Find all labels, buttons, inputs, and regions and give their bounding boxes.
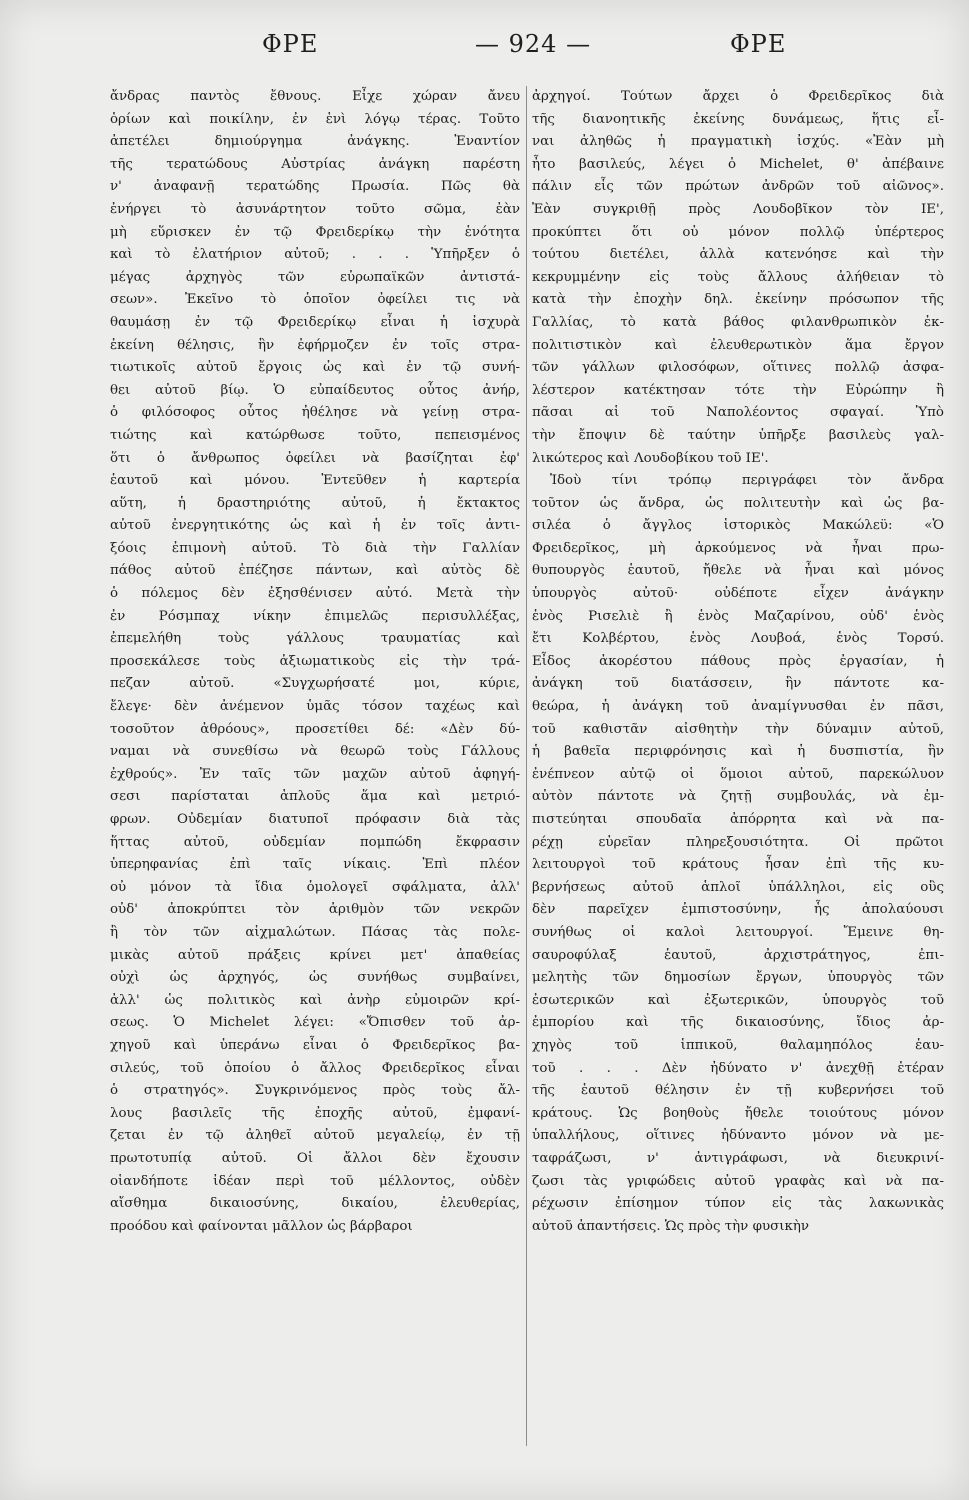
text-line: Φρειδερῖκος, μὴ ἀρκούμενος νὰ ἦναι πρω- xyxy=(532,540,944,556)
text-line: οὐδ' ἀποκρύπτει τὸν ἀριθμὸν τῶν νεκρῶν xyxy=(110,902,520,918)
text-line: ἔτι Κολβέρτου, ἑνὸς Λουβοά, ἑνὸς Τορσύ. xyxy=(532,631,944,647)
text-line: ἐνήργει τὸ ἀσυνάρτητον τοῦτο σῶμα, ἐὰν xyxy=(110,201,520,217)
column-divider xyxy=(526,86,527,1446)
text-line: ὅτι ὁ ἄνθρωπος ὀφείλει νὰ βασίζηται ἐφ' xyxy=(110,450,520,466)
text-line: ρέχωσιν ἐπίσημον τύπον εἰς τὰς λακωνικὰς xyxy=(532,1196,944,1212)
text-line: συνήθως οἱ καλοὶ λειτουργοί. Ἔμεινε θη- xyxy=(532,924,944,940)
text-line: φρων. Οὐδεμίαν διατυποῖ πρόφασιν διὰ τὰς xyxy=(110,812,520,827)
text-line: ἦτο βασιλεύς, λέγει ὁ Michelet, θ' ἀπέβαινε xyxy=(532,156,944,172)
text-line: λέστερον κατέκτησαν τότε τὴν Εὐρώπην ἢ xyxy=(532,382,944,398)
text-line: προκύπτει ὅτι οὐ μόνον πολλῷ ὑπέρτερος xyxy=(532,224,944,240)
text-line: αὐτὸν πάντοτε νὰ ζητῇ συμβουλάς, νὰ ἐμ- xyxy=(532,789,944,805)
text-line: λικώτερος καὶ Λουδοβίκου τοῦ ΙΕ'. xyxy=(532,450,769,466)
text-line: χηγὸς τοῦ ἱππικοῦ, θαλαμηπόλος ἑαυ- xyxy=(532,1037,944,1053)
text-line: ξόοις ἐπιμονὴ αὐτοῦ. Τὸ διὰ τὴν Γαλλίαν xyxy=(110,540,520,556)
text-line: ὁ πόλεμος δὲν ἐξησθένισεν αὐτό. Μετὰ τὴν xyxy=(110,586,520,602)
text-line: πᾶσαι αἱ τοῦ Ναπολέοντος σφαγαί. Ὑπὸ xyxy=(532,405,944,421)
text-line: ν' ἀναφανῇ τερατώδης Πρωσία. Πῶς θὰ xyxy=(110,179,520,195)
text-line: σεως. Ὁ Michelet λέγει: «Ὄπισθεν τοῦ ἀρ- xyxy=(110,1015,520,1031)
text-line: τῆς τερατώδους Αὐστρίας ἀνάγκη παρέστη xyxy=(110,156,520,172)
text-line: ἀπετέλει δημιούργημα ἀνάγκης. Ἐναντίον xyxy=(110,134,520,150)
text-line: σιλεύς, τοῦ ὁποίου ὁ ἄλλος Φρειδερῖκος εἶναι xyxy=(110,1060,520,1076)
text-line: λειτουργοὶ τοῦ κράτους ἦσαν ἐπὶ τῆς κυ- xyxy=(532,857,944,873)
text-line: τοσοῦτον ἀθρόους», προσετίθει δέ: «Δὲν δύ- xyxy=(110,721,520,737)
text-line: ἄνδρας παντὸς ἔθνους. Εἶχε χώραν ἄνευ xyxy=(110,89,520,104)
text-line: τοῦτον ὡς ἄνδρα, ὡς πολιτευτὴν καὶ ὡς βα- xyxy=(532,495,944,511)
text-line: προόδου καὶ φαίνονται μᾶλλον ὡς βάρβαροι xyxy=(110,1218,413,1234)
text-line: ὑπαλλήλους, οἵτινες ἠδύναντο μόνον νὰ με- xyxy=(532,1128,944,1144)
text-line: πάλιν εἷς τῶν πρώτων ἀνδρῶν τοῦ αἰῶνος». xyxy=(532,179,944,195)
text-line: ζωσι τὰς γριφώδεις αὐτοῦ γραφὰς καὶ νὰ πα- xyxy=(532,1173,944,1189)
text-line: ἐνέπνεον αὐτῷ οἱ ὅμοιοι αὐτοῦ, παρεκώλυον xyxy=(532,766,944,782)
header-left-keyword: ΦΡΕ xyxy=(262,30,319,58)
text-line: ναι ἀληθῶς ἡ πραγματικὴ ἰσχύς. «Ἐὰν μὴ xyxy=(532,134,944,150)
text-line: μέγας ἀρχηγὸς τῶν εὐρωπαϊκῶν ἀντιστά- xyxy=(110,269,520,285)
text-line: οὐ μόνον τὰ ἴδια ὁμολογεῖ σφάλματα, ἀλλ' xyxy=(110,879,520,895)
text-line: ἀρχηγοί. Τούτων ἄρχει ὁ Φρειδερῖκος διὰ xyxy=(532,89,944,104)
text-line: σεσι παρίσταται ἁπλοῦς ἅμα καὶ μετριό- xyxy=(110,789,520,805)
text-line: ὁρίων καὶ ποικίλην, ἐν ἑνὶ λόγῳ τέρας. Τοῦτο xyxy=(110,111,520,127)
text-line: αἴσθημα δικαιοσύνης, δικαίου, ἐλευθερίας, xyxy=(110,1196,520,1212)
text-line: κεκρυμμένην εἰς τοὺς ἄλλους ἀλήθειαν τὸ xyxy=(532,269,944,285)
text-line: σεων». Ἐκεῖνο τὸ ὁποῖον ὀφείλει τις νὰ xyxy=(110,292,520,308)
text-line: Εἶδος ἀκορέστου πάθους πρὸς ἐργασίαν, ἡ xyxy=(532,653,944,669)
page-header xyxy=(110,30,790,70)
text-line: Ἐὰν συγκριθῇ πρὸς Λουδοβῖκον τὸν ΙΕ', xyxy=(532,201,944,217)
left-text-column xyxy=(110,86,520,1446)
text-line: ἀνάγκη τοῦ διατάσσειν, ἣν πάντοτε κα- xyxy=(532,676,944,692)
text-line: οἱανδήποτε ἰδέαν περὶ τοῦ μέλλοντος, οὐδὲν xyxy=(110,1173,520,1189)
text-line: τιώτης καὶ κατώρθωσε τοῦτο, πεπεισμένος xyxy=(110,427,520,443)
text-line: θυπουργὸς ἑαυτοῦ, ἤθελε νὰ ἦναι καὶ μόνος xyxy=(532,563,944,579)
page-number: — 924 — xyxy=(475,30,592,58)
text-line: ἐκείνη θέλησις, ἣν ἐφήρμοζεν ἐν τοῖς στρα- xyxy=(110,337,520,353)
right-text-column xyxy=(532,86,944,1446)
text-line: ἀλλ' ὡς πολιτικὸς καὶ ἀνὴρ εὐμοιρῶν κρί- xyxy=(110,992,520,1008)
text-line: ἐσωτερικῶν καὶ ἐξωτερικῶν, ὑπουργὸς τοῦ xyxy=(532,992,944,1008)
text-line: ρέχῃ εὐρεῖαν πληρεξουσιότητα. Οἱ πρῶτοι xyxy=(532,834,944,850)
text-line: λους βασιλεῖς τῆς ἐποχῆς αὐτοῦ, ἐμφανί- xyxy=(110,1105,520,1121)
text-line: βερνήσεως αὐτοῦ ἁπλοῖ ὑπάλληλοι, εἰς οὓς xyxy=(532,879,944,895)
text-line: ναμαι νὰ συνεθίσω νὰ θεωρῶ τοὺς Γάλλους xyxy=(110,744,520,760)
text-line: τῆς διανοητικῆς ἐκείνης δυνάμεως, ἥτις εἶ- xyxy=(532,111,944,127)
text-line: πρωτοτυπίᾳ αὐτοῦ. Οἱ ἄλλοι δὲν ἔχουσιν xyxy=(110,1150,520,1166)
text-line: ὁ φιλόσοφος οὗτος ἠθέλησε νὰ γείνῃ στρα- xyxy=(110,405,520,421)
text-line: οὐχὶ ὡς ἀρχηγός, ὡς συνήθως συμβαίνει, xyxy=(110,970,520,986)
text-line: κατὰ τὴν ἐποχὴν δηλ. ἐκείνην πρόσωπον τῆς xyxy=(532,292,944,308)
text-line: ταφράζωσι, ν' ἀντιγράφωσι, νὰ διευκρινί- xyxy=(532,1150,944,1166)
text-line: ἔλεγε· δὲν ἀνέμενον ὑμᾶς τόσον ταχέως καὶ xyxy=(110,699,520,715)
text-line: τῶν γάλλων φιλοσόφων, οἵτινες πολλῷ ἀσφα- xyxy=(532,360,944,376)
text-line: ἐχθρούς». Ἐν ταῖς τῶν μαχῶν αὐτοῦ ἀφηγή- xyxy=(110,766,520,782)
text-line: ἐν Ρόσμπαχ νίκην ἐπιμελῶς περισυλλέξας, xyxy=(110,608,520,624)
header-right-keyword: ΦΡΕ xyxy=(730,30,787,58)
text-line: κράτους. Ὡς βοηθοὺς ἤθελε τοιούτους μόνον xyxy=(532,1105,944,1121)
text-line: ἡ βαθεῖα περιφρόνησις καὶ ἡ δυσπιστία, ἣν xyxy=(532,744,944,760)
text-line: ἥττας αὐτοῦ, οὐδεμίαν πομπώδη ἔκφρασιν xyxy=(110,834,520,850)
text-line: τοῦ . . . Δὲν ἠδύνατο ν' ἀνεχθῇ ἑτέραν xyxy=(532,1060,944,1076)
text-line: ὑπουργὸς αὐτοῦ· οὐδέποτε εἶχεν ἀνάγκην xyxy=(532,586,944,602)
text-line: τούτου διετέλει, ἀλλὰ κατενόησε καὶ τὴν xyxy=(532,247,944,263)
text-line: πάθος αὐτοῦ ἐπέζησε πάντων, καὶ αὐτὸς δὲ xyxy=(110,563,520,579)
text-line: μελητὴς τῶν δημοσίων ἔργων, ὑπουργὸς τῶν xyxy=(532,970,944,986)
text-line: τοῦ καθιστᾶν αἰσθητὴν τὴν δύναμιν αὐτοῦ, xyxy=(532,721,944,737)
text-line: αὐτοῦ ἀπαντήσεις. Ὡς πρὸς τὴν φυσικὴν xyxy=(532,1218,810,1234)
text-line: τὴν ἔποψιν δὲ ταύτην ὑπῆρξε βασιλεὺς γαλ- xyxy=(532,427,944,443)
text-line: θαυμάσῃ ἐν τῷ Φρειδερίκῳ εἶναι ἡ ἰσχυρὰ xyxy=(110,314,520,330)
text-line: ὑπερηφανίας ἐπὶ ταῖς νίκαις. Ἐπὶ πλέον xyxy=(110,857,520,873)
text-line: σαυροφύλαξ ἑαυτοῦ, ἀρχιστράτηγος, ἐπι- xyxy=(532,947,944,963)
text-line: ἑαυτοῦ καὶ μόνου. Ἐντεῦθεν ἡ καρτερία xyxy=(110,473,520,489)
text-line: μὴ εὕρισκεν ἐν τῷ Φρειδερίκῳ τὴν ἑνότητα xyxy=(110,224,520,240)
text-line: αὐτοῦ ἐνεργητικότης ὡς καὶ ἡ ἐν τοῖς ἀντι- xyxy=(110,518,520,534)
text-line: ἢ τὸν τῶν αἰχμαλώτων. Πάσας τὰς πολε- xyxy=(110,924,520,940)
text-line: πιστεύηται σπουδαῖα ἀπόρρητα καὶ νὰ πα- xyxy=(532,812,944,827)
text-line: ἐμπορίου καὶ τῆς δικαιοσύνης, ἴδιος ἀρ- xyxy=(532,1015,944,1031)
text-line: ἐπεμελήθη τοὺς γάλλους τραυματίας καὶ xyxy=(110,631,520,647)
text-line: θει αὐτοῦ βίῳ. Ὁ εὐπαίδευτος οὗτος ἀνήρ, xyxy=(110,382,520,398)
text-line: θεώρα, ἡ ἀνάγκη τοῦ ἀναμίγνυσθαι ἐν πᾶσι, xyxy=(532,699,944,715)
text-line: σιλέα ὁ ἄγγλος ἱστορικὸς Μακώλεϋ: «Ὁ xyxy=(532,518,944,534)
text-line: πολιτιστικὸν καὶ ἐλευθερωτικὸν ἅμα ἔργον xyxy=(532,337,944,353)
text-line: τῆς ἑαυτοῦ θέλησιν ἐν τῇ κυβερνήσει τοῦ xyxy=(532,1083,944,1099)
text-line: πεζαν αὐτοῦ. «Συγχωρήσατέ μοι, κύριε, xyxy=(110,676,520,692)
text-line: τιωτικοῖς αὐτοῦ ἔργοις ὡς καὶ ἐν τῷ συνή- xyxy=(110,360,520,376)
text-line: δὲν παρεῖχεν ἐμπιστοσύνην, ἧς ἀπολαύουσι xyxy=(532,902,944,918)
text-line: ὁ στρατηγός». Συγκρινόμενος πρὸς τοὺς ἄλ- xyxy=(110,1083,520,1099)
text-line: καὶ τὸ ἐλατήριον αὐτοῦ; . . . Ὑπῆρξεν ὁ xyxy=(110,247,520,263)
text-line: αὕτη, ἡ δραστηριότης αὐτοῦ, ἡ ἔκτακτος xyxy=(110,495,520,511)
text-line: Γαλλίας, τὸ κατὰ βάθος φιλανθρωπικὸν ἐκ- xyxy=(532,314,944,330)
text-line: ζεται ἐν τῷ ἀληθεῖ αὐτοῦ μεγαλείῳ, ἐν τῇ xyxy=(110,1128,520,1144)
text-line: μικὰς αὐτοῦ πράξεις κρίνει μετ' ἀπαθείας xyxy=(110,947,520,963)
text-line: χηγοῦ καὶ ὑπεράνω εἶναι ὁ Φρειδερῖκος βα- xyxy=(110,1037,520,1053)
text-line: Ἰδοὺ τίνι τρόπῳ περιγράφει τὸν ἄνδρα xyxy=(550,473,944,489)
text-line: ἑνὸς Ρισελιὲ ἢ ἑνὸς Μαζαρίνου, οὐδ' ἑνὸς xyxy=(532,608,944,624)
text-line: προσεκάλεσε τοὺς ἀξιωματικοὺς εἰς τὴν τρά- xyxy=(110,653,520,669)
